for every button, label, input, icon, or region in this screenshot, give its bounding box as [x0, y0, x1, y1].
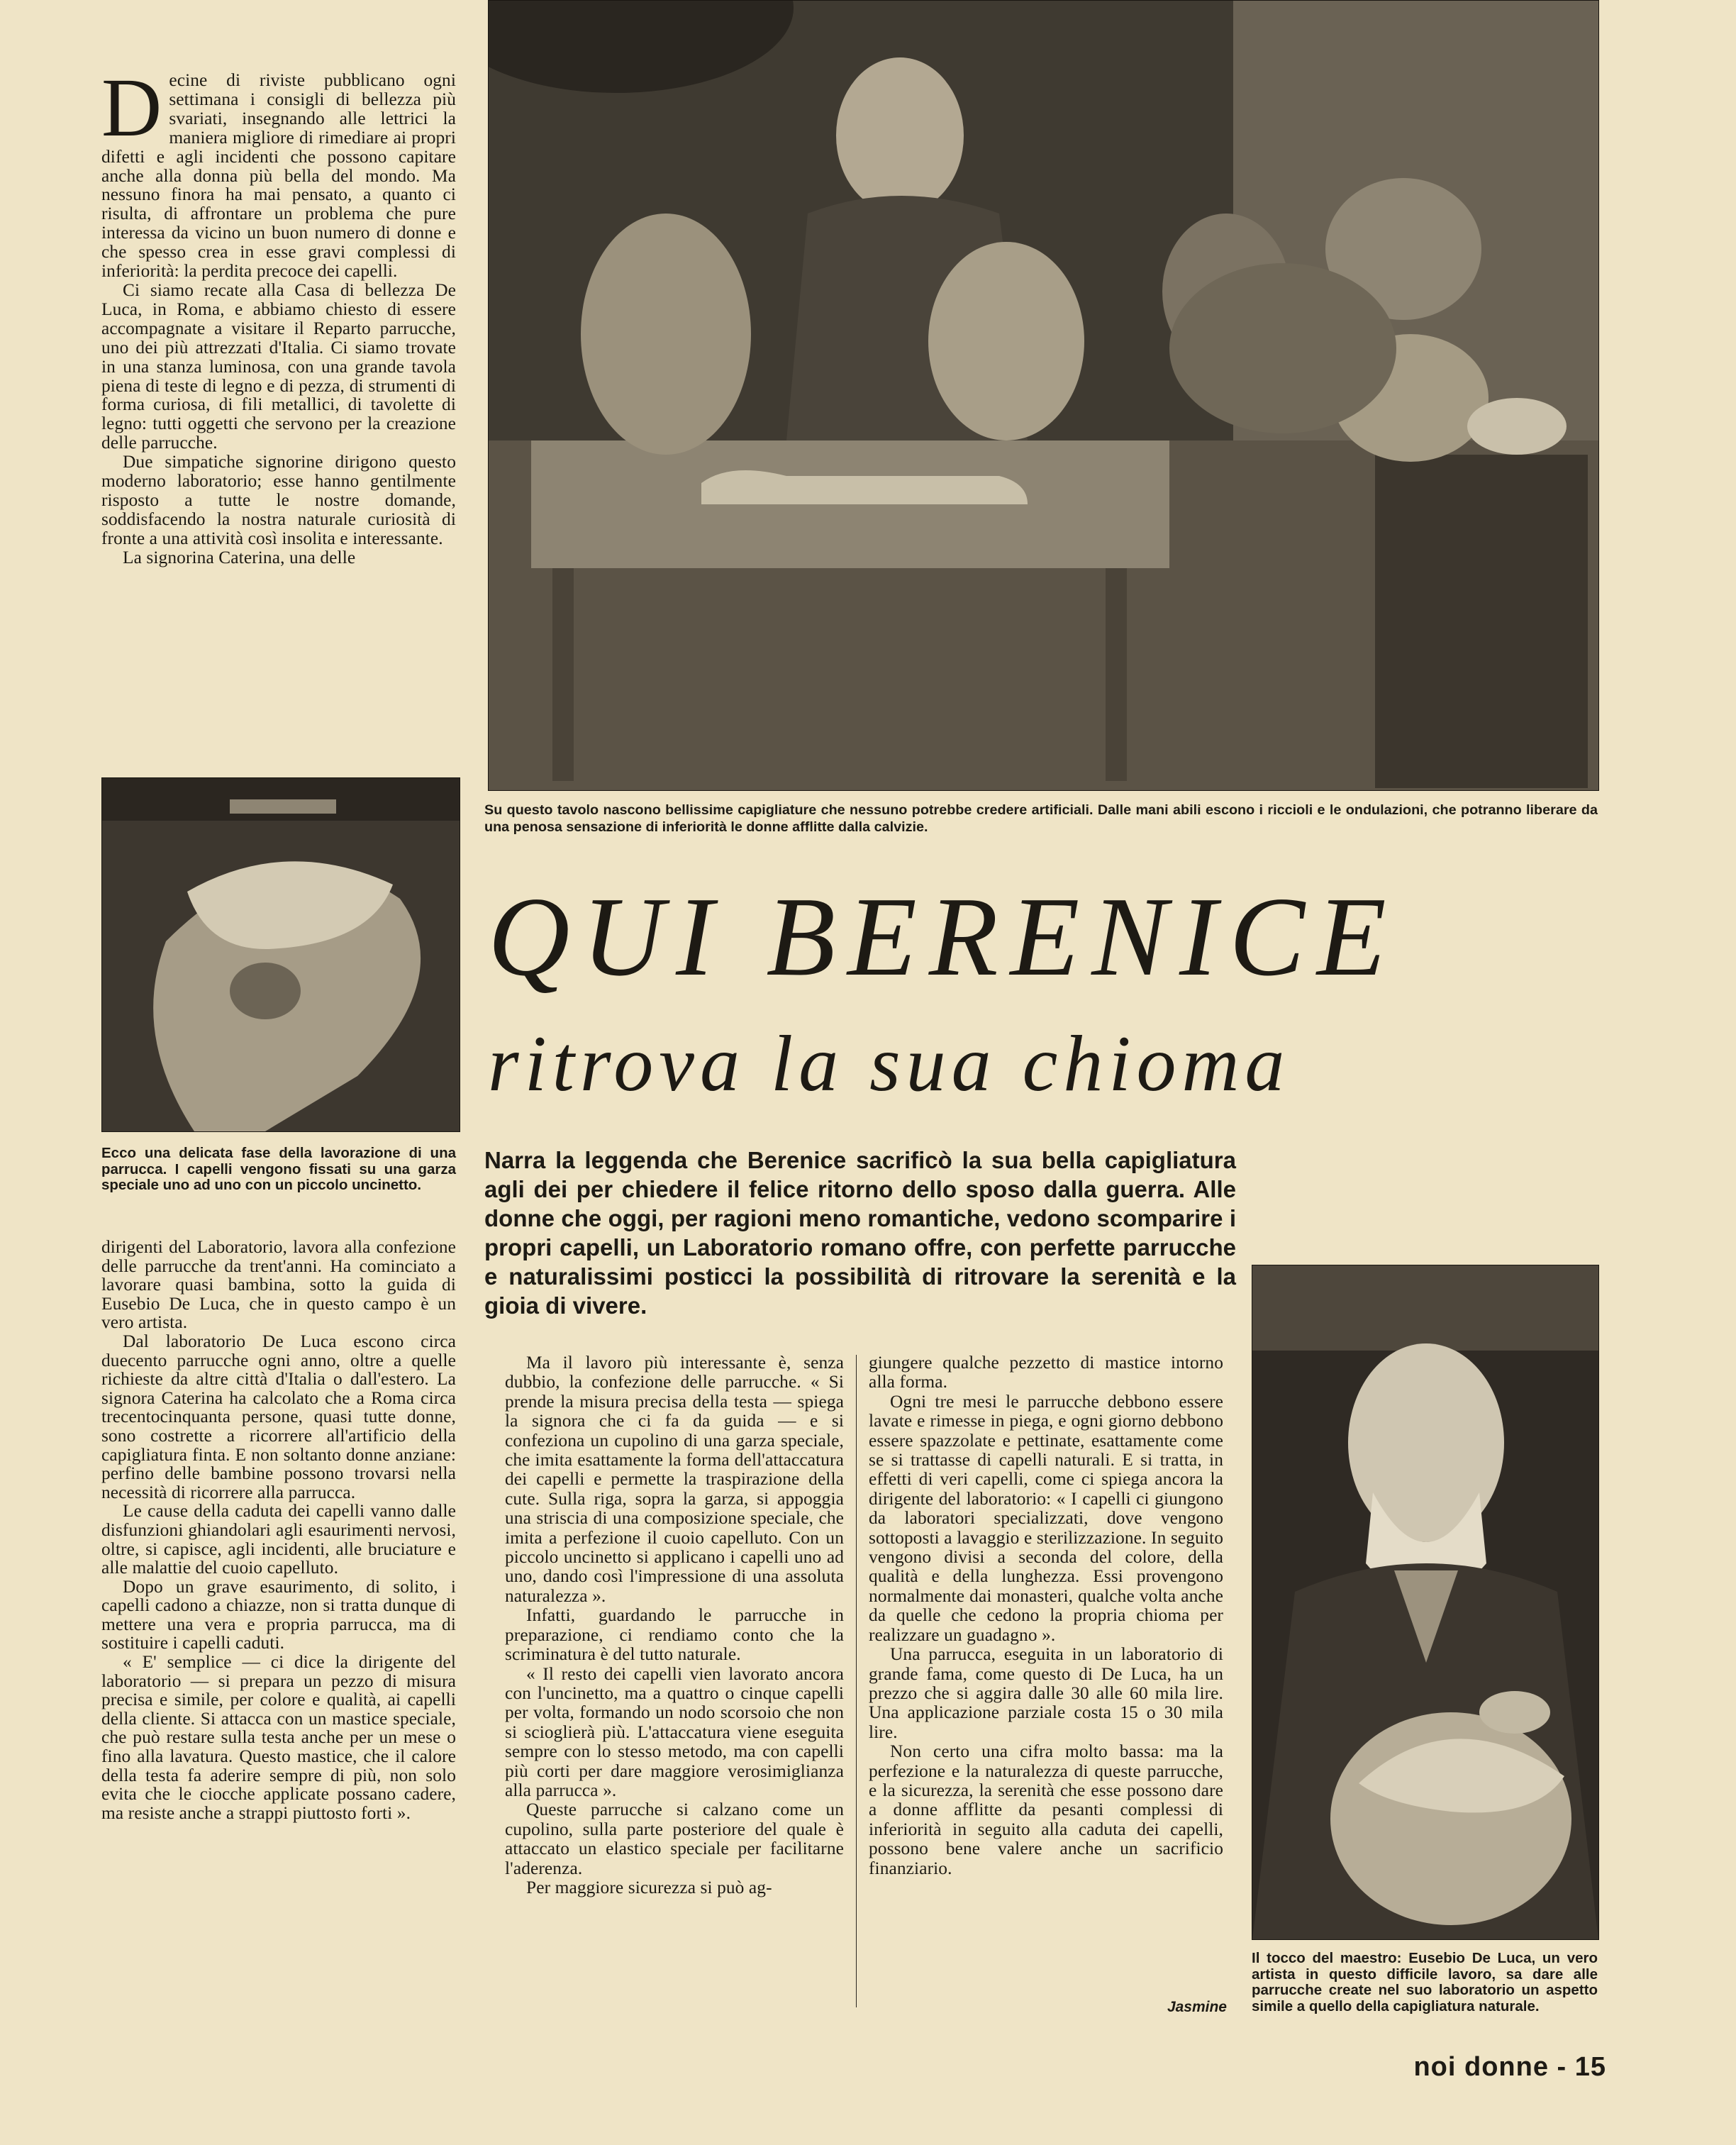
photo-wig-workshop-image	[489, 1, 1598, 790]
author-signature: Jasmine	[1167, 1999, 1227, 2015]
article-column-3	[869, 1353, 1223, 1878]
top-photo-caption: Su questo tavolo nascono bellissime capigliature che nessuno potrebbe credere artificiali. Dalle mani abili escono i riccioli e le ondulazioni, che potranno liberare da una penosa sensazione di inferiorità le donne afflitte dalla calvizie.	[484, 802, 1598, 835]
drop-cap: D	[101, 61, 162, 154]
photo-wig-form	[101, 777, 460, 1132]
paragraph: giungere qualche pezzetto di mastice intorno alla forma.	[869, 1353, 1223, 1392]
right-photo-caption: Il tocco del maestro: Eusebio De Luca, un vero artista in questo difficile lavoro, sa dare alle parrucche create nel suo laboratorio un aspetto simile a quello della capigliatura naturale.	[1252, 1950, 1598, 2014]
paragraph: Queste parrucche si calzano come un cupolino, sulla parte posteriore del quale è attaccato un elastico speciale per facilitarne l'aderenza.	[505, 1800, 844, 1878]
photo-wig-workshop	[488, 0, 1599, 791]
column-divider	[856, 1355, 857, 2007]
paragraph: ecine di riviste pubblicano ogni settimana i consigli di bellezza più svariati, insegnando alle lettrici la maniera migliore di rimediare ai propri difetti e agli incidenti che possono capitare anche alla donna più bella del mondo. Ma nessuno finora ha mai pensato, a quanto ci risulta, di affrontare un problema che pure interessa da vicino un buon numero di donne e che spesso crea in esse gravi complessi di inferiorità: la perdita precoce dei capelli.	[101, 70, 456, 282]
headline-title: QUI BERENICE	[488, 873, 1398, 999]
paragraph: Dopo un grave esaurimento, di solito, i capelli cadono a chiazze, non si tratta dunque di mettere una vera e propria parrucca, ma di sostituire i capelli caduti.	[101, 1576, 456, 1653]
photo-wig-form-image	[102, 778, 460, 1131]
paragraph: Ma il lavoro più interessante è, senza dubbio, la confezione delle parrucche. « Si prende la misura precisa della testa — spiega la signora che ci fa da guida — e si confeziona un cupolino di una garza speciale, che imita esattamente la forma dell'attaccatura dei capelli e permette la traspirazione della cute. Sulla riga, sopra la garza, si appoggia una striscia di una composizione speciale, che imita a perfezione il cuoio capelluto. Con un piccolo uncinetto si applicano i capelli uno ad uno, dando così l'impressione di una assoluta naturalezza ».	[505, 1353, 844, 1606]
photo-maestro-de-luca-image	[1252, 1265, 1598, 1939]
paragraph: « E' semplice — ci dice la dirigente del laboratorio — si prepara un pezzo di misura precisa e simile, per colore e qualità, ai capelli della cliente. Si attacca con un mastice speciale, che può restare sulla testa anche per un mese o fino alla lavatura. Questo mastice, che il calore della testa fa aderire sempre di più, non solo evita che le ciocche applicate possano cadere, ma resiste anche a strappi piuttosto forti ».	[101, 1652, 456, 1823]
left-photo-caption: Ecco una delicata fase della lavorazione di una parrucca. I capelli vengono fissati su una garza speciale uno ad uno con un piccolo uncinetto.	[101, 1145, 456, 1193]
headline-subtitle: ritrova la sua chioma	[488, 1020, 1291, 1108]
paragraph: dirigenti del Laboratorio, lavora alla confezione delle parrucche da trent'anni. Ha cominciato a lavorare quasi bambina, sotto la guida di Eusebio De Luca, che in questo campo è un vero artista.	[101, 1237, 456, 1333]
article-column-1-bottom	[101, 1238, 456, 1822]
paragraph: La signorina Caterina, una delle	[123, 547, 356, 567]
paragraph: Due simpatiche signorine dirigono questo moderno laboratorio; esse hanno gentilmente risposto a tutte le nostre domande, soddisfacendo la nostra naturale curiosità di fronte a una attività così insolita e interessante.	[101, 452, 456, 548]
paragraph: Ci siamo recate alla Casa di bellezza De Luca, in Roma, e abbiamo chiesto di essere accompagnate a visitare il Reparto parrucche, uno dei più attrezzati d'Italia. Ci siamo trovate in una stanza luminosa, con una grande tavola piena di teste di legno e di pezza, di strumenti di forma curiosa, di fili metallici, di tavolette di legno: tutti oggetti che servono per la creazione delle parrucche.	[101, 279, 456, 453]
paragraph: Infatti, guardando le parrucche in preparazione, ci rendiamo conto che la scriminatura è del tutto naturale.	[505, 1605, 844, 1665]
page-folio: noi donne - 15	[1413, 2052, 1606, 2082]
paragraph: Una parrucca, eseguita in un laboratorio di grande fama, come questo di De Luca, ha un prezzo che si aggira dalle 30 alle 60 mila lire. Una applicazione parziale costa 15 o 30 mila lire.	[869, 1644, 1223, 1742]
article-column-2	[505, 1353, 844, 1897]
article-column-1-top	[101, 61, 456, 567]
lead-paragraph: Narra la leggenda che Berenice sacrificò la sua bella capigliatura agli dei per chiedere il felice ritorno dello sposo dalla guerra. Alle donne che oggi, per ragioni meno romantiche, vedono scomparire i propri capelli, un Laboratorio romano offre, con perfette parrucche e naturalissimi posticci la possibilità di ritrovare la serenità e la gioia di vivere.	[484, 1147, 1236, 1319]
paragraph: Le cause della caduta dei capelli vanno dalle disfunzioni ghiandolari agli esaurimenti nervosi, oltre, si capisce, agli incidenti, alle bruciature e alle malattie del cuoio capelluto.	[101, 1501, 456, 1578]
paragraph: Ogni tre mesi le parrucche debbono essere lavate e rimesse in piega, e ogni giorno debbono essere spazzolate e pettinate, esattamente come se si trattasse di capelli naturali. E si tratta, in effetti di veri capelli, come ci spiega ancora la dirigente del laboratorio: « I capelli ci giungono da laboratori specializzati, dove vengono sottoposti a lavaggio e sterilizzazione. In seguito vengono divisi a seconda del colore, della qualità e della lunghezza. Essi provengono normalmente dai monasteri, qualche volta anche da quelle che cedono la propria chioma per realizzare un guadagno ».	[869, 1391, 1223, 1645]
paragraph: Per maggiore sicurezza si può ag-	[526, 1877, 772, 1897]
paragraph: Non certo una cifra molto bassa: ma la perfezione e la naturalezza di queste parrucche, e la sicurezza, la serenità che esse possono dare a donne afflitte da pesanti complessi di inferiorità in seguito alla caduta dei capelli, possono bene valere anche un sacrificio finanziario.	[869, 1741, 1223, 1878]
paragraph: Dal laboratorio De Luca escono circa duecento parrucche ogni anno, oltre a quelle richieste da altre città d'Italia o dall'estero. La signora Caterina ha calcolato che a Roma circa trecentocinquanta persone, quasi tutte donne, sono costrette a ricorrere all'artificio della capigliatura finta. E non soltanto donne anziane: perfino delle bambine possono trovarsi nella necessità di ricorrere alla parrucca.	[101, 1331, 456, 1502]
photo-maestro-de-luca	[1252, 1265, 1599, 1940]
paragraph: « Il resto dei capelli vien lavorato ancora con l'uncinetto, ma a quattro o cinque capelli per volta, formando un nodo scorsoio che non si scioglierà più. L'attaccatura viene eseguita sempre con lo stesso metodo, ma con capelli più corti per dare maggiore verosimiglianza alla parrucca ».	[505, 1663, 844, 1800]
